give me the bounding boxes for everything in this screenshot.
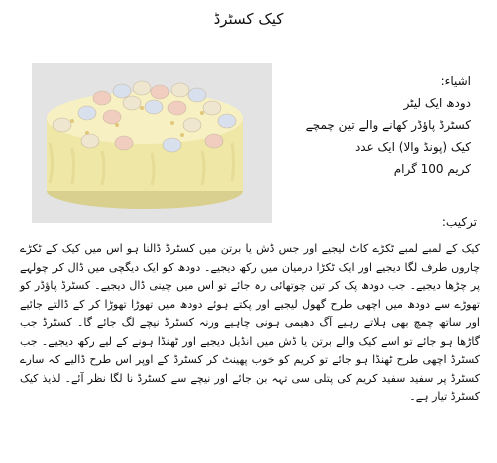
method-heading: ترکیب:	[441, 215, 477, 229]
ingredient-item: کیک (پونڈ والا) ایک عدد	[354, 140, 471, 154]
method-text: کیک کے لمبے لمبے ٹکڑے کاٹ لیجیے اور جس ڈش یا برتن میں کسٹرڈ ڈالنا ہو اس میں کیک کے ٹکڑے چاروں طرف لگا دیجیے اور ایک ٹکڑا درمیان میں رکھ دیجیے۔ دودھ کو ایک دیگچی میں ڈال کر چولہے پر چڑھا دیجیے۔ جب دودھ پک کر تین چوتھائی رہ جائے تو اس میں چینی ڈال دیجیے۔ کسٹرڈ پاؤڈر کو تھوڑے سے دودھ میں اچھی طرح گھول لیجیے اور پکتے ہوئے دودھ میں تھوڑا تھوڑا کر کے ڈالتے جائیے اور ساتھ چمچ بھی ہلاتے رہیے آگ دھیمی ہونی چاہیے ورنہ کسٹرڈ نیچے لگ جائے گا۔ کسٹرڈ جب گاڑھا ہو جائے تو اسے کیک والے برتن یا ڈش میں انڈیل دیجیے اور ٹھنڈا ہونے کے لیے رکھ دیجیے۔ جب کسٹرڈ اچھی طرح ٹھنڈا ہو جائے تو کریم کو خوب پھینٹ کر کسٹرڈ کے اوپر اس طرح ڈالیے کہ سارے کسٹرڈ پر سفید سفید کریم کی پتلی سی تہہ بن جائے اور نیچے سے کسٹرڈ نا لگا نظر آئے۔ لذیذ کیک کسٹرڈ تیار ہے۔	[20, 242, 480, 403]
recipe-title: کیک کسٹرڈ	[213, 10, 284, 28]
cake-illustration	[32, 63, 272, 223]
ingredient-item: دودھ ایک لیٹر	[403, 96, 471, 110]
ingredient-item: کسٹرڈ پاؤڈر کھانے والے تین چمچے	[305, 118, 471, 132]
cake-photo	[32, 63, 272, 223]
ingredients-heading: اشیاء:	[440, 74, 471, 88]
ingredient-item: کریم 100 گرام	[393, 162, 471, 176]
ingredients-section	[281, 70, 471, 180]
